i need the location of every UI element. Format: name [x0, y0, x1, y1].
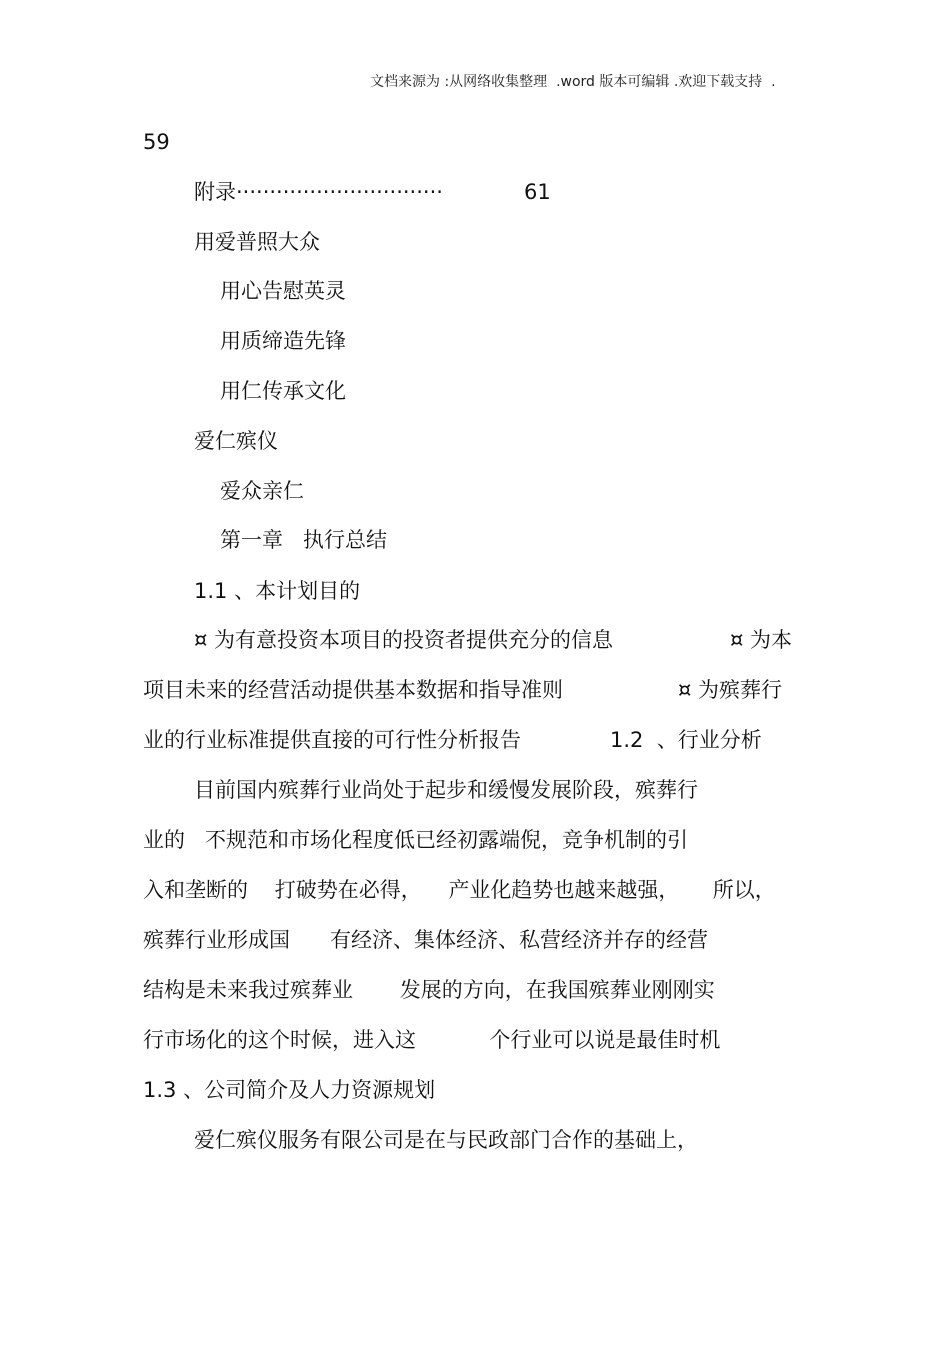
page-header: 文档来源为 :从网络收集整理 .word 版本可编辑 .欢迎下载支持 .	[370, 74, 776, 90]
body-text-line: ¤ 为有意投资本项目的投资者提供充分的信息	[194, 628, 614, 652]
section-heading: 1.3 、公司简介及人力资源规划	[143, 1078, 436, 1102]
body-text-line: 结构是未来我过殡葬业 发展的方向，在我国殡葬业刚刚实	[143, 978, 715, 1002]
body-text-line: ¤ 为殡葬行	[678, 678, 783, 702]
body-text-line: 业的行业标准提供直接的可行性分析报告	[143, 728, 521, 752]
section-heading: 1.2 、行业分析	[610, 728, 762, 752]
body-text-line: 入和垄断的 打破势在必得， 产业化趋势也越来越强， 所以，	[143, 878, 776, 902]
body-text-line: 目前国内殡葬行业尚处于起步和缓慢发展阶段，殡葬行	[194, 778, 698, 802]
toc-page-number: 59	[143, 130, 170, 154]
toc-item: 爱仁殡仪	[194, 429, 278, 453]
toc-item: 用心告慰英灵	[220, 279, 346, 303]
toc-item: 用仁传承文化	[220, 379, 346, 403]
body-text-line: 业的 不规范和市场化程度低已经初露端倪，竞争机制的引	[143, 828, 689, 852]
toc-appendix-page: 61	[524, 180, 551, 204]
toc-item: 用爱普照大众	[194, 230, 320, 254]
section-heading: 1.1 、本计划目的	[194, 579, 361, 603]
body-text-line: 爱仁殡仪服务有限公司是在与民政部门合作的基础上，	[194, 1128, 698, 1152]
body-text-line: ¤ 为本	[730, 628, 793, 652]
body-text-line: 殡葬行业形成国 有经济、集体经济、私营经济并存的经营	[143, 928, 709, 952]
toc-item: 爱众亲仁	[220, 479, 304, 503]
chapter-heading: 第一章 执行总结	[220, 528, 388, 552]
body-text-line: 行市场化的这个时候，进入这 个行业可以说是最佳时机	[143, 1028, 721, 1052]
body-text-line: 项目未来的经营活动提供基本数据和指导准则	[143, 678, 563, 702]
toc-appendix-label: 附录·······························	[194, 180, 443, 204]
toc-item: 用质缔造先锋	[220, 329, 346, 353]
